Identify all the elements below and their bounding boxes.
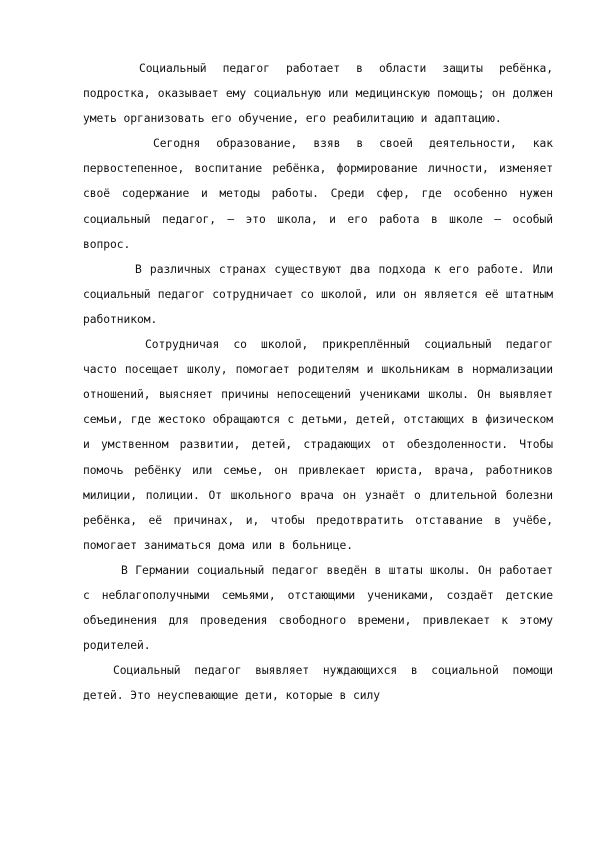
paragraph-2: Сегодня образование, взяв в своей деятельности, как первостепенное, воспитание ребёнка, формирование личности, изменяет своё содержание и методы работы. Среди сфер, где особенно нужен социальный педагог, – это школа, и его работа в школе – особый вопрос. (83, 137, 553, 251)
document-body (83, 56, 553, 708)
paragraph-1: Социальный педагог работает в области защиты ребёнка, подростка, оказывает ему социальную или медицинскую помощь; он должен уметь организовать его обучение, его реабилитацию и адаптацию. (83, 62, 553, 126)
paragraph-4: Сотрудничая со школой, прикреплённый социальный педагог часто посещает школу, помогает родителям и школьникам в нормализации отношений, выясняет причины непосещений учениками школы. Он выявляет семьи, где жестоко обращаются с детьми, детей, отстающих в физическом и умственном развитии, детей, страдающих от обездоленности. Чтобы помочь ребёнку или семье, он привлекает юриста, врача, работников милиции, полиции. От школьного врача он узнаёт о длительной болезни ребёнка, её причинах, и, чтобы предотвратить отставание в учёбе, помогает заниматься дома или в больнице. (83, 338, 553, 552)
paragraph-6: Социальный педагог выявляет нуждающихся в социальной помощи детей. Это неуспевающие дети, которые в силу (83, 664, 553, 703)
paragraph-3: В различных странах существуют два подхода к его работе. Или социальный педагог сотрудничает со школой, или он является её штатным работником. (83, 262, 553, 326)
paragraph-5: В Германии социальный педагог введён в штаты школы. Он работает с неблагополучными семьями, отстающими учениками, создаёт детские объединения для проведения свободного времени, привлекает к этому родителей. (83, 563, 553, 653)
